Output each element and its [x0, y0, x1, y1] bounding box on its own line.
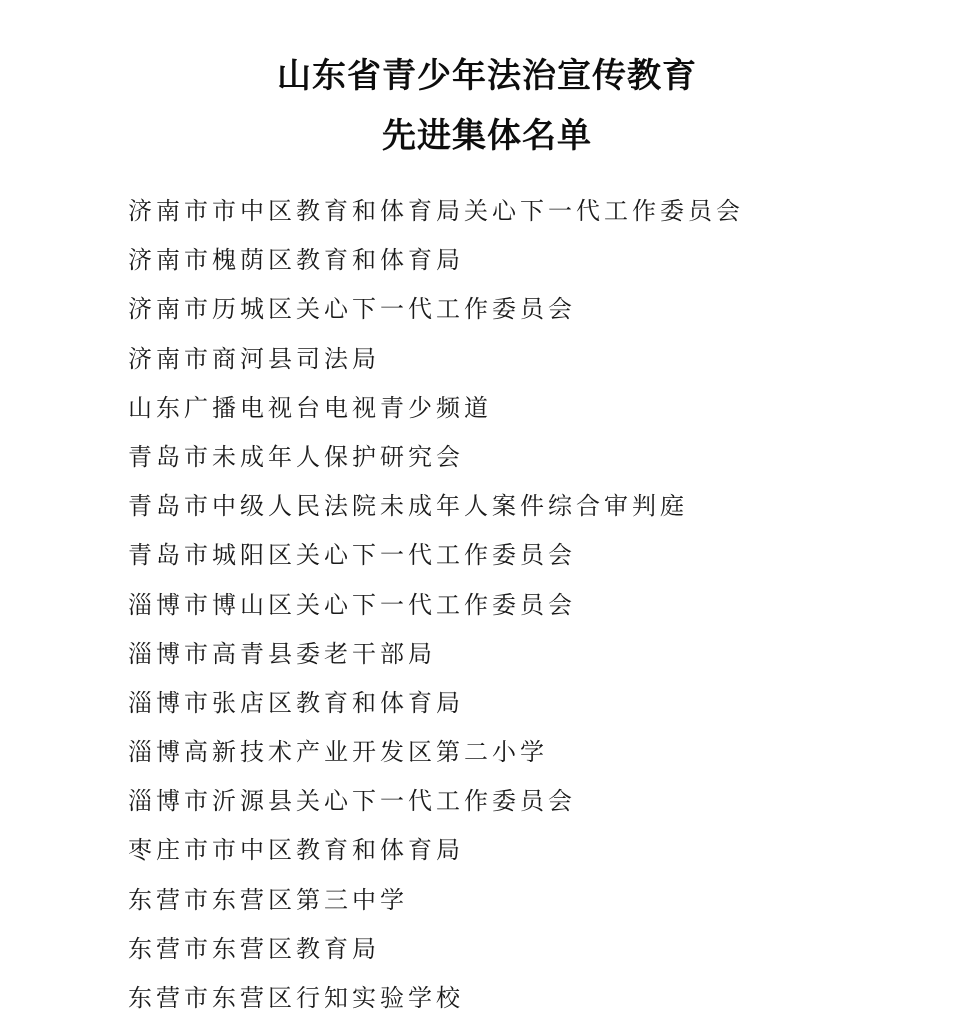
list-item: 东营市东营区第三中学: [128, 885, 408, 914]
list-item: 青岛市城阳区关心下一代工作委员会: [128, 541, 576, 570]
list-item: 济南市市中区教育和体育局关心下一代工作委员会: [128, 197, 744, 225]
list-item: 淄博高新技术产业开发区第二小学: [128, 738, 548, 767]
list-item: 淄博市博山区关心下一代工作委员会: [128, 590, 576, 619]
list-item: 青岛市未成年人保护研究会: [128, 442, 464, 471]
list-item: 济南市商河县司法局: [128, 344, 380, 373]
collective-list: [128, 187, 744, 1023]
list-item: 济南市历城区关心下一代工作委员会: [128, 295, 576, 324]
list-item: 东营市东营区行知实验学校: [128, 984, 464, 1012]
list-item: 淄博市张店区教育和体育局: [128, 688, 464, 717]
list-item: 淄博市沂源县关心下一代工作委员会: [128, 787, 576, 816]
document-subtitle: 先进集体名单: [382, 116, 592, 156]
list-item: 济南市槐荫区教育和体育局: [128, 246, 464, 275]
list-item: 青岛市中级人民法院未成年人案件综合审判庭: [128, 492, 688, 521]
document-title: 山东省青少年法治宣传教育: [277, 56, 697, 96]
list-item: 枣庄市市中区教育和体育局: [128, 836, 464, 865]
list-item: 东营市东营区教育局: [128, 934, 380, 963]
list-item: 淄博市高青县委老干部局: [128, 639, 436, 668]
list-item: 山东广播电视台电视青少频道: [128, 393, 492, 422]
